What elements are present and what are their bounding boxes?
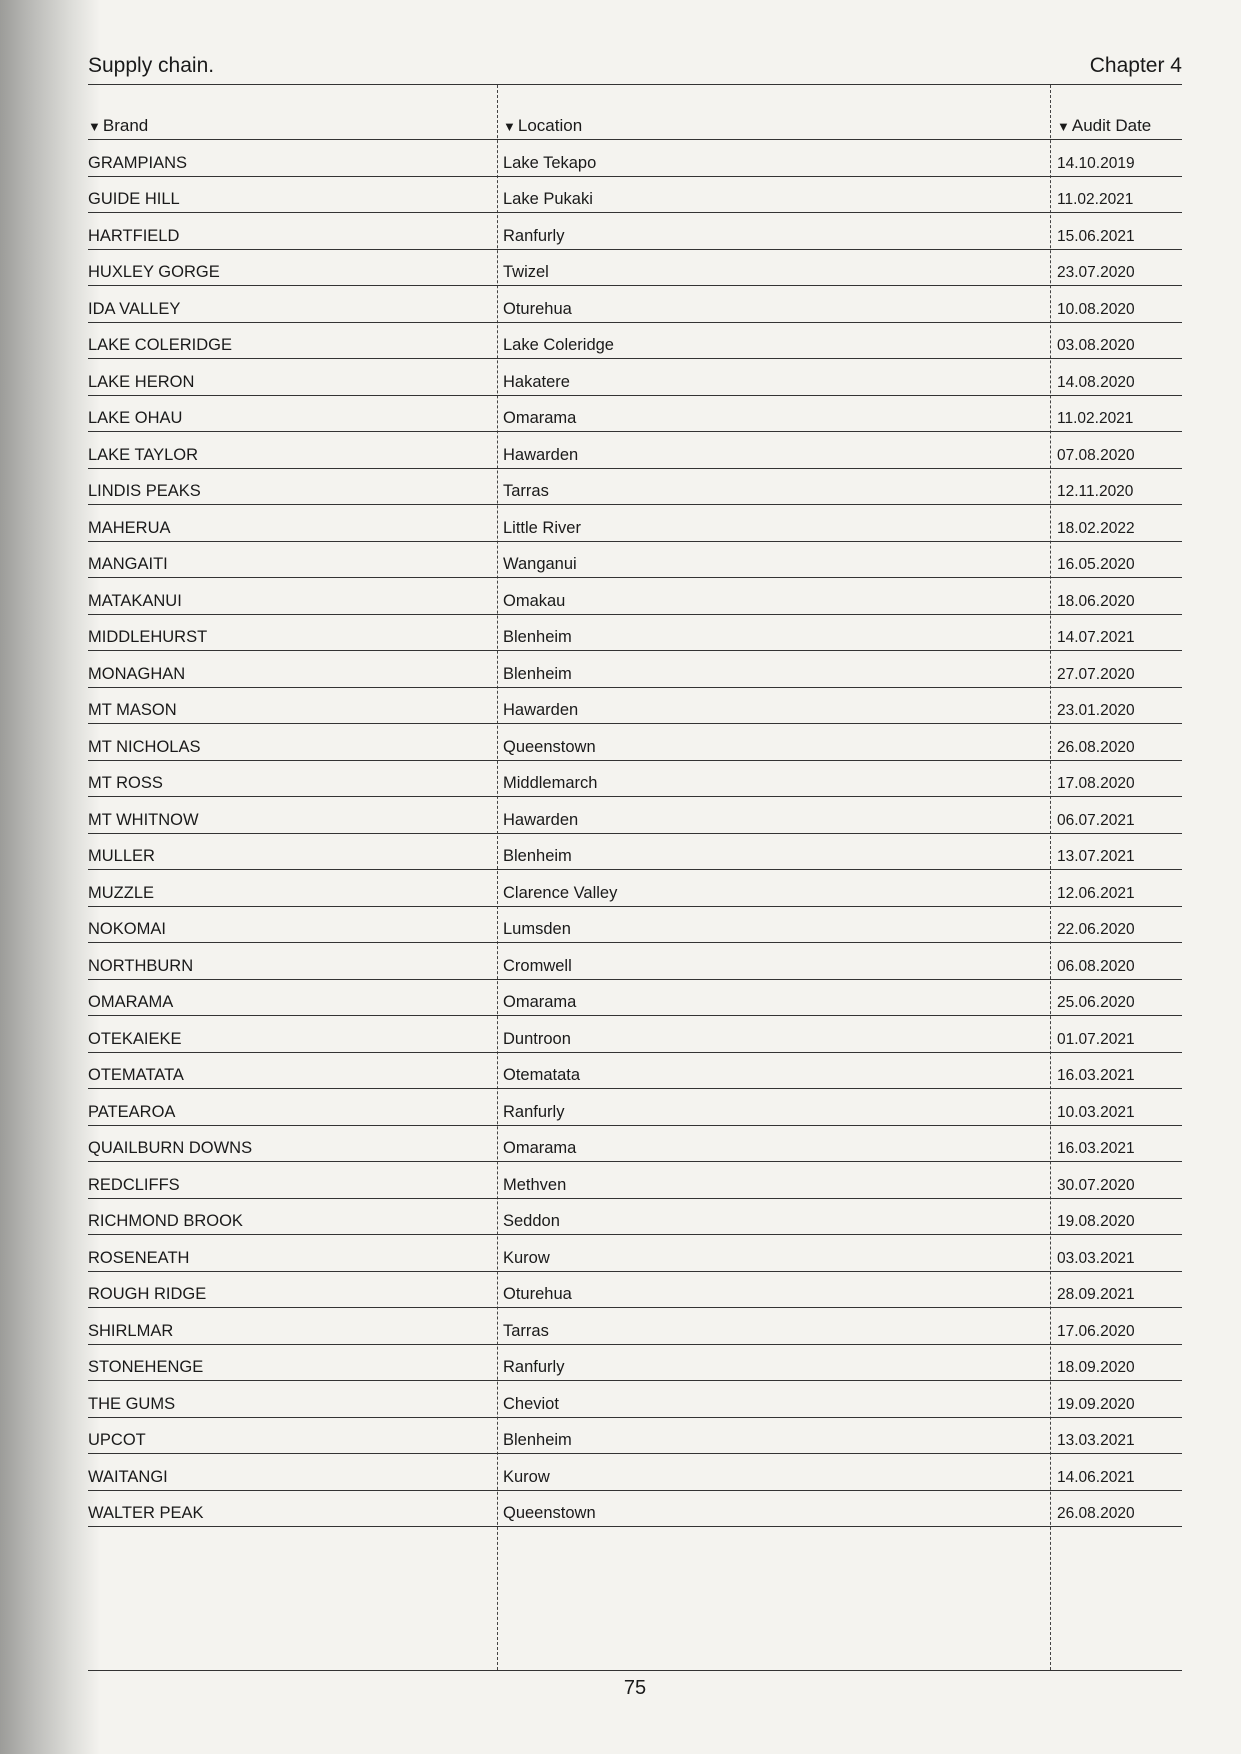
location-cell: Ranfurly (503, 1102, 565, 1121)
brand-cell: LAKE COLERIDGE (88, 336, 232, 354)
brand-cell: THE GUMS (88, 1394, 176, 1413)
audit-date-cell: 12.11.2020 (1057, 483, 1134, 500)
audit-date-cell: 13.03.2021 (1057, 1432, 1135, 1449)
audit-date-cell: 10.03.2021 (1057, 1103, 1135, 1121)
table-row (88, 651, 1182, 688)
location-cell: Hawarden (503, 701, 579, 719)
location-cell: Seddon (503, 1212, 560, 1230)
audit-date-cell: 11.02.2021 (1057, 410, 1134, 427)
brand-cell: NOKOMAI (88, 920, 166, 938)
audit-date-cell: 26.08.2020 (1057, 738, 1135, 756)
brand-cell: IDA VALLEY (88, 299, 181, 318)
audit-date-cell: 11.02.2021 (1057, 191, 1134, 208)
location-cell: Methven (503, 1175, 567, 1194)
page-header (88, 50, 1182, 85)
location-cell: Blenheim (503, 628, 572, 646)
audit-date-cell: 03.03.2021 (1057, 1249, 1135, 1267)
brand-cell: MT MASON (88, 701, 177, 719)
table-row (88, 1491, 1182, 1528)
location-cell: Oturehua (503, 1285, 572, 1303)
brand-cell: PATEAROA (88, 1102, 176, 1121)
brand-cell: OTEMATATA (88, 1066, 184, 1084)
audit-date-cell: 14.07.2021 (1057, 629, 1135, 646)
sort-triangle-icon: ▼ (88, 119, 101, 134)
table-row (88, 1454, 1182, 1491)
audit-date-cell: 18.06.2020 (1057, 592, 1135, 610)
sort-triangle-icon: ▼ (1057, 119, 1070, 134)
audit-date-cell: 17.06.2020 (1057, 1322, 1135, 1340)
location-cell: Ranfurly (503, 226, 565, 245)
table-row (88, 1053, 1182, 1090)
table-row (88, 140, 1182, 177)
audit-date-cell: 15.06.2021 (1057, 227, 1135, 245)
audit-date-cell: 22.06.2020 (1057, 921, 1135, 938)
location-cell: Blenheim (503, 1431, 572, 1449)
column-header-location[interactable]: ▼ Location (503, 116, 583, 135)
table-row (88, 213, 1182, 250)
audit-date-cell: 06.08.2020 (1057, 957, 1135, 975)
audit-date-cell: 06.07.2021 (1057, 811, 1135, 829)
brand-cell: QUAILBURN DOWNS (88, 1139, 253, 1157)
audit-date-cell: 19.09.2020 (1057, 1395, 1135, 1413)
audit-table (88, 105, 1182, 1527)
location-cell: Ranfurly (503, 1358, 565, 1376)
location-cell: Oturehua (503, 299, 572, 318)
audit-date-cell: 14.06.2021 (1057, 1468, 1135, 1486)
sort-triangle-icon: ▼ (503, 119, 516, 134)
table-row (88, 286, 1182, 323)
footer-rule (88, 1670, 1182, 1671)
audit-date-cell: 27.07.2020 (1057, 665, 1135, 683)
table-row (88, 359, 1182, 396)
audit-date-cell: 25.06.2020 (1057, 994, 1135, 1011)
table-row (88, 505, 1182, 542)
brand-cell: LAKE OHAU (88, 409, 183, 427)
table-row (88, 1235, 1182, 1272)
audit-date-cell: 03.08.2020 (1057, 337, 1135, 354)
table-row (88, 1381, 1182, 1418)
location-cell: Lake Tekapo (503, 153, 597, 172)
location-cell: Duntroon (503, 1029, 571, 1048)
audit-date-cell: 07.08.2020 (1057, 446, 1135, 464)
brand-cell: RICHMOND BROOK (88, 1212, 243, 1230)
location-cell: Little River (503, 518, 581, 537)
table-row (88, 1418, 1182, 1455)
location-cell: Lake Pukaki (503, 190, 593, 208)
audit-date-cell: 30.07.2020 (1057, 1176, 1135, 1194)
table-row (88, 542, 1182, 579)
location-cell: Cromwell (503, 956, 572, 975)
brand-cell: HUXLEY GORGE (88, 263, 220, 281)
location-cell: Blenheim (503, 847, 572, 865)
brand-cell: MONAGHAN (88, 664, 186, 683)
audit-date-cell: 10.08.2020 (1057, 300, 1135, 318)
brand-cell: MANGAITI (88, 555, 168, 573)
location-cell: Middlemarch (503, 774, 598, 792)
location-cell: Lumsden (503, 920, 571, 938)
audit-date-cell: 13.07.2021 (1057, 848, 1135, 865)
location-cell: Blenheim (503, 664, 572, 683)
table-row (88, 615, 1182, 652)
audit-date-cell: 16.03.2021 (1057, 1067, 1135, 1084)
audit-date-cell: 12.06.2021 (1057, 884, 1135, 902)
audit-date-cell: 23.07.2020 (1057, 264, 1135, 281)
brand-cell: MULLER (88, 847, 155, 865)
table-row (88, 1126, 1182, 1163)
page-title: Supply chain. (88, 54, 215, 77)
location-cell: Tarras (503, 482, 549, 500)
location-cell: Wanganui (503, 555, 577, 573)
brand-cell: LAKE HERON (88, 372, 195, 391)
column-header-brand[interactable]: ▼ Brand (88, 116, 149, 135)
table-row (88, 870, 1182, 907)
brand-cell: MATAKANUI (88, 591, 182, 610)
audit-date-cell: 01.07.2021 (1057, 1030, 1135, 1048)
brand-cell: LINDIS PEAKS (88, 482, 201, 500)
location-cell: Omakau (503, 591, 566, 610)
audit-date-cell: 26.08.2020 (1057, 1505, 1135, 1522)
audit-date-cell: 18.02.2022 (1057, 519, 1135, 537)
location-cell: Otematata (503, 1066, 581, 1084)
location-cell: Kurow (503, 1248, 550, 1267)
table-row (88, 1272, 1182, 1309)
table-row (88, 1308, 1182, 1345)
location-cell: Tarras (503, 1321, 549, 1340)
location-cell: Omarama (503, 409, 577, 427)
brand-cell: GRAMPIANS (88, 153, 188, 172)
table-row (88, 250, 1182, 287)
table-header-row (88, 105, 1182, 140)
table-row (88, 980, 1182, 1017)
audit-date-cell: 18.09.2020 (1057, 1359, 1135, 1376)
brand-cell: ROSENEATH (88, 1248, 190, 1267)
location-cell: Kurow (503, 1467, 550, 1486)
brand-cell: SHIRLMAR (88, 1321, 174, 1340)
brand-cell: OMARAMA (88, 993, 174, 1011)
brand-cell: MIDDLEHURST (88, 628, 208, 646)
location-cell: Hawarden (503, 810, 579, 829)
location-cell: Hakatere (503, 372, 570, 391)
location-cell: Queenstown (503, 1504, 596, 1522)
table-row (88, 1345, 1182, 1382)
brand-cell: MAHERUA (88, 518, 171, 537)
table-row (88, 1016, 1182, 1053)
audit-date-cell: 16.03.2021 (1057, 1140, 1135, 1157)
table-body (88, 140, 1182, 1527)
brand-cell: MT WHITNOW (88, 810, 199, 829)
brand-cell: STONEHENGE (88, 1358, 204, 1376)
brand-cell: MUZZLE (88, 883, 154, 902)
audit-date-cell: 16.05.2020 (1057, 556, 1135, 573)
brand-cell: UPCOT (88, 1431, 146, 1449)
brand-cell: HARTFIELD (88, 226, 180, 245)
book-spine-shadow (0, 0, 100, 1754)
audit-date-cell: 14.10.2019 (1057, 154, 1135, 172)
table-row (88, 907, 1182, 944)
audit-date-cell: 28.09.2021 (1057, 1286, 1135, 1303)
brand-cell: WAITANGI (88, 1467, 168, 1486)
table-row (88, 943, 1182, 980)
page-number: 75 (623, 1677, 647, 1699)
table-row (88, 396, 1182, 433)
table-row (88, 1089, 1182, 1126)
table-row (88, 177, 1182, 214)
column-header-audit-date[interactable]: ▼ Audit Date (1057, 116, 1152, 135)
brand-cell: NORTHBURN (88, 956, 194, 975)
location-cell: Clarence Valley (503, 883, 618, 902)
table-row (88, 761, 1182, 798)
table-row (88, 834, 1182, 871)
audit-date-cell: 14.08.2020 (1057, 373, 1135, 391)
brand-cell: REDCLIFFS (88, 1175, 180, 1194)
table-row (88, 578, 1182, 615)
brand-cell: GUIDE HILL (88, 190, 180, 208)
location-cell: Cheviot (503, 1394, 559, 1413)
brand-cell: ROUGH RIDGE (88, 1285, 207, 1303)
table-row (88, 1162, 1182, 1199)
table-row (88, 469, 1182, 506)
location-cell: Hawarden (503, 445, 579, 464)
brand-cell: MT ROSS (88, 774, 163, 792)
brand-cell: WALTER PEAK (88, 1504, 204, 1522)
table-row (88, 724, 1182, 761)
table-row (88, 1199, 1182, 1236)
table-row (88, 797, 1182, 834)
audit-date-cell: 23.01.2020 (1057, 702, 1135, 719)
location-cell: Queenstown (503, 737, 596, 756)
brand-cell: MT NICHOLAS (88, 737, 201, 756)
table-row (88, 432, 1182, 469)
location-cell: Omarama (503, 993, 577, 1011)
table-row (88, 323, 1182, 360)
audit-date-cell: 19.08.2020 (1057, 1213, 1135, 1230)
location-cell: Twizel (503, 263, 549, 281)
table-row (88, 688, 1182, 725)
brand-cell: OTEKAIEKE (88, 1029, 182, 1048)
location-cell: Omarama (503, 1139, 577, 1157)
audit-date-cell: 17.08.2020 (1057, 775, 1135, 792)
location-cell: Lake Coleridge (503, 336, 614, 354)
brand-cell: LAKE TAYLOR (88, 445, 199, 464)
chapter-label: Chapter 4 (1089, 54, 1182, 77)
